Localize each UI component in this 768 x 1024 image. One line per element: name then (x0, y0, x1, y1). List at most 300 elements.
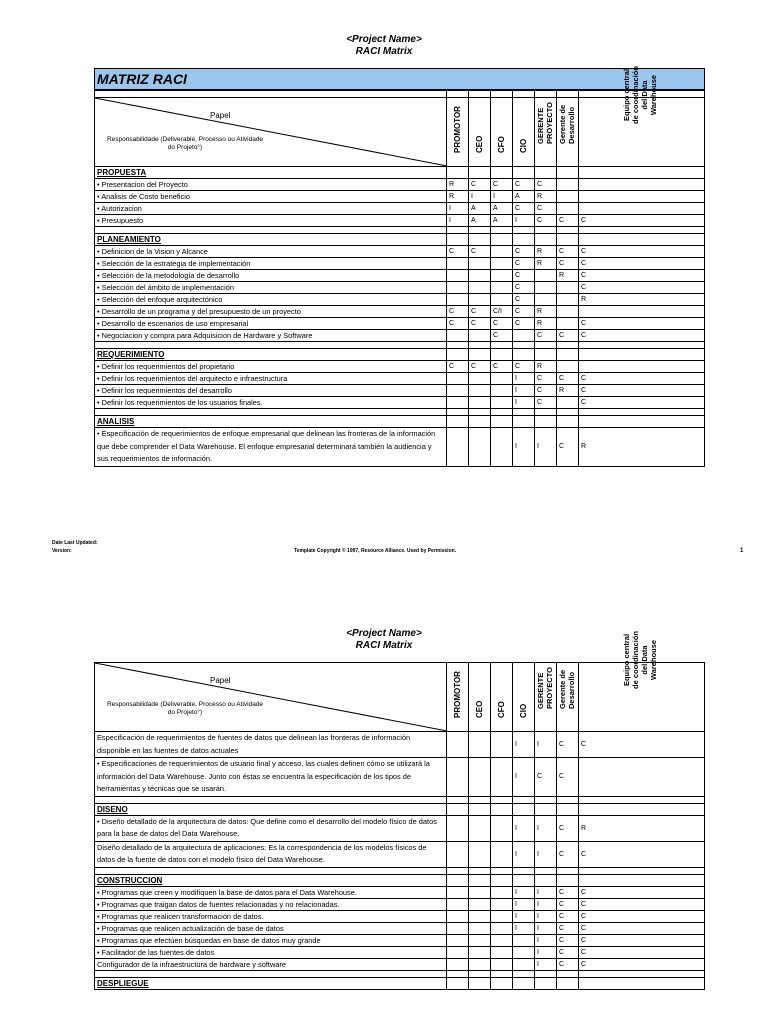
raci-value: R (579, 294, 705, 306)
blank-cell (491, 796, 513, 803)
table-row (95, 361, 705, 373)
raci-value (557, 294, 579, 306)
raci-value: R (535, 318, 557, 330)
raci-value: C (447, 306, 469, 318)
value-cell (579, 803, 705, 815)
raci-value: C (557, 732, 579, 758)
raci-value: C (579, 246, 705, 258)
blank-cell (513, 90, 535, 98)
blank-cell (535, 227, 557, 234)
table-row (95, 815, 705, 841)
raci-value (491, 732, 513, 758)
raci-table-page1 (94, 68, 705, 467)
raci-value: C (535, 758, 557, 797)
section-row (95, 349, 705, 361)
papel-label: Papel (210, 676, 231, 685)
role-header (491, 663, 513, 732)
blank-cell (469, 796, 491, 803)
project-name-page2: <Project Name> (346, 628, 422, 639)
raci-value: R (535, 361, 557, 373)
raci-value: C (491, 361, 513, 373)
raci-value: C (513, 203, 535, 215)
value-cell (469, 874, 491, 886)
raci-value (447, 946, 469, 958)
raci-value: R (535, 246, 557, 258)
role-header (513, 663, 535, 732)
value-cell (469, 167, 491, 179)
raci-value: C (535, 397, 557, 409)
version-label: Version: (52, 548, 72, 554)
raci-value: C (579, 946, 705, 958)
blank-cell (513, 796, 535, 803)
value-cell (447, 167, 469, 179)
raci-value (447, 282, 469, 294)
section-row (95, 977, 705, 989)
responsabilidade-label: Responsabilidade (Deliverable, Processo ou Atividade do Projeto°) (106, 136, 264, 151)
raci-value (557, 203, 579, 215)
raci-value (469, 258, 491, 270)
value-cell (535, 874, 557, 886)
raci-value (557, 397, 579, 409)
blank-cell (491, 867, 513, 874)
blank-cell (469, 342, 491, 349)
raci-value (579, 203, 705, 215)
raci-value: C (557, 215, 579, 227)
value-cell (557, 803, 579, 815)
raci-value: C (447, 246, 469, 258)
role-header (535, 663, 557, 732)
table-row (95, 758, 705, 797)
raci-value: I (447, 215, 469, 227)
table-row (95, 179, 705, 191)
raci-value: I (535, 841, 557, 867)
blank-cell (95, 342, 447, 349)
raci-value: R (557, 385, 579, 397)
raci-value: C (557, 898, 579, 910)
raci-value: C (557, 428, 579, 467)
blank-cell (469, 867, 491, 874)
role-label: CFO (496, 136, 506, 153)
blank-cell (491, 342, 513, 349)
date-last-updated-label: Date Last Updated: (52, 540, 98, 546)
raci-value: C (491, 179, 513, 191)
raci-value: C (557, 922, 579, 934)
blank-cell (447, 342, 469, 349)
copyright-text: Template Copyright © 1997, Resource Alliance. Used by Permission. (294, 548, 457, 554)
raci-value: A (513, 191, 535, 203)
raci-value: C (557, 758, 579, 797)
value-cell (579, 234, 705, 246)
blank-cell (557, 796, 579, 803)
raci-value: I (513, 922, 535, 934)
raci-value (447, 258, 469, 270)
raci-value (447, 815, 469, 841)
blank-cell (95, 409, 447, 416)
blank-cell (535, 867, 557, 874)
raci-value (491, 922, 513, 934)
raci-value: A (491, 215, 513, 227)
raci-value (469, 270, 491, 282)
raci-value (447, 958, 469, 970)
value-cell (579, 874, 705, 886)
raci-value: R (579, 428, 705, 467)
raci-value: C (557, 841, 579, 867)
blank-cell (491, 90, 513, 98)
responsibility-label: • Analisis de Costo beneficio (95, 191, 447, 203)
raci-value: A (469, 215, 491, 227)
value-cell (491, 234, 513, 246)
responsibility-label: • Negociacion y compra para Adquisicion de Hardware y Software (95, 330, 447, 342)
value-cell (491, 416, 513, 428)
page-subtitle-page2: RACI Matrix (355, 640, 413, 651)
raci-value: C (469, 306, 491, 318)
raci-value: R (579, 815, 705, 841)
table-row (95, 318, 705, 330)
table-row (95, 946, 705, 958)
table-row (95, 385, 705, 397)
raci-value: C (579, 841, 705, 867)
raci-value: C (447, 318, 469, 330)
table-row (95, 246, 705, 258)
blank-cell (447, 227, 469, 234)
raci-value: C/I (491, 306, 513, 318)
blank-cell (469, 409, 491, 416)
role-label: CEO (474, 135, 484, 153)
raci-value: I (491, 191, 513, 203)
value-cell (491, 977, 513, 989)
table-row (95, 841, 705, 867)
value-cell (557, 349, 579, 361)
raci-value: C (557, 934, 579, 946)
blank-cell (447, 796, 469, 803)
table-row (95, 258, 705, 270)
raci-value (447, 270, 469, 282)
raci-value (447, 922, 469, 934)
value-cell (557, 234, 579, 246)
responsibility-label: • Especificación de requerimientos de enfoque empresarial que delinean las fronteras de la información que debe comprender el Data Warehouse. El enfoque empresarial determinará también la audiencia y sus requerimientos de información. (95, 428, 447, 467)
raci-value (469, 934, 491, 946)
value-cell (491, 803, 513, 815)
raci-value (557, 282, 579, 294)
table-row (95, 428, 705, 467)
value-cell (535, 803, 557, 815)
raci-value: I (535, 886, 557, 898)
section-row (95, 803, 705, 815)
raci-value: C (557, 958, 579, 970)
value-cell (469, 349, 491, 361)
role-header (557, 98, 579, 167)
value-cell (535, 234, 557, 246)
raci-value (469, 946, 491, 958)
raci-value: C (513, 318, 535, 330)
raci-value: R (535, 306, 557, 318)
responsibility-label: • Desarrollo de escenarios de uso empresarial (95, 318, 447, 330)
raci-value: C (579, 270, 705, 282)
raci-value (491, 385, 513, 397)
value-cell (491, 349, 513, 361)
raci-value: I (513, 215, 535, 227)
table-row (95, 294, 705, 306)
value-cell (557, 977, 579, 989)
blank-cell (557, 342, 579, 349)
raci-value (579, 191, 705, 203)
raci-value (557, 179, 579, 191)
value-cell (535, 167, 557, 179)
role-label: Equipo central de coordinación del Data Warehouse (621, 631, 658, 689)
papel-label: Papel (210, 111, 231, 120)
value-cell (513, 416, 535, 428)
raci-value (513, 946, 535, 958)
page-subtitle: RACI Matrix (355, 46, 413, 57)
role-label: Gerente de Desarrollo (557, 669, 576, 709)
raci-value: C (579, 330, 705, 342)
value-cell (491, 874, 513, 886)
responsibility-label: Especificación de requerimientos de fuentes de datos que delinean las fronteras de información disponible en las fuentes de datos actuales (95, 732, 447, 758)
blank-cell (535, 409, 557, 416)
raci-value: C (579, 385, 705, 397)
raci-value: R (447, 179, 469, 191)
raci-value (447, 910, 469, 922)
section-row (95, 167, 705, 179)
value-cell (447, 803, 469, 815)
role-label: Gerente de Desarrollo (557, 104, 576, 144)
blank-cell (513, 867, 535, 874)
value-cell (513, 803, 535, 815)
raci-value (491, 758, 513, 797)
raci-value (579, 758, 705, 797)
blank-cell (535, 796, 557, 803)
raci-value (557, 361, 579, 373)
blank-cell (447, 90, 469, 98)
raci-value: C (557, 258, 579, 270)
responsibility-label: • Definir los requerimientos del desarrollo (95, 385, 447, 397)
responsibility-label: Configurador de la infraestructura de hardware y software (95, 958, 447, 970)
blank-cell (491, 970, 513, 977)
blank-cell (491, 409, 513, 416)
raci-value: I (513, 815, 535, 841)
raci-value: I (513, 732, 535, 758)
raci-value: C (513, 179, 535, 191)
value-cell (579, 977, 705, 989)
section-heading: ANALISIS (95, 416, 447, 428)
value-cell (557, 874, 579, 886)
value-cell (535, 349, 557, 361)
raci-value: I (535, 898, 557, 910)
raci-value: C (579, 958, 705, 970)
raci-value: R (557, 270, 579, 282)
role-header (513, 98, 535, 167)
raci-value: C (535, 215, 557, 227)
value-cell (447, 349, 469, 361)
responsibility-label: • Programas que traigan datos de fuentes relacionadas y no relacionadas. (95, 898, 447, 910)
raci-value: C (557, 886, 579, 898)
raci-value: I (513, 428, 535, 467)
raci-value: C (557, 330, 579, 342)
raci-value (491, 841, 513, 867)
value-cell (491, 167, 513, 179)
value-cell (579, 416, 705, 428)
raci-value: C (579, 886, 705, 898)
blank-cell (557, 409, 579, 416)
raci-value (491, 898, 513, 910)
blank-cell (469, 227, 491, 234)
blank-cell (557, 970, 579, 977)
raci-value: C (579, 732, 705, 758)
section-heading: CONSTRUCCION (95, 874, 447, 886)
header-diagonal-cell (95, 663, 447, 732)
raci-value (447, 898, 469, 910)
role-label: CIO (518, 703, 528, 718)
raci-value: I (447, 203, 469, 215)
blank-cell (535, 970, 557, 977)
raci-value (491, 815, 513, 841)
section-heading: REQUERIMIENTO (95, 349, 447, 361)
responsibility-label: • Programas que realicen actualización de base de datos (95, 922, 447, 934)
raci-value (469, 922, 491, 934)
blank-cell (447, 867, 469, 874)
role-header (579, 631, 705, 732)
raci-value (447, 732, 469, 758)
raci-value (469, 758, 491, 797)
raci-value: I (513, 385, 535, 397)
responsibility-label: • Programas que realicen transformación de datos. (95, 910, 447, 922)
table-row (95, 191, 705, 203)
raci-value: A (491, 203, 513, 215)
responsibility-label: • Facilitador de las fuentes de datos (95, 946, 447, 958)
responsibility-label: • Diseño detallado de la arquitectura de datos: Que define como el desarrollo del modelo físico de datos para la base de datos del Data Warehouse. (95, 815, 447, 841)
raci-value: C (557, 910, 579, 922)
responsibility-label: • Selección de la metodología de desarrollo (95, 270, 447, 282)
raci-value: C (535, 179, 557, 191)
raci-value (557, 318, 579, 330)
raci-value: C (535, 330, 557, 342)
role-label: GERENTE PROYECTO (535, 102, 554, 144)
raci-value (447, 428, 469, 467)
table-row (95, 958, 705, 970)
raci-value: C (513, 246, 535, 258)
raci-value: R (447, 191, 469, 203)
raci-value (447, 841, 469, 867)
raci-value: C (535, 203, 557, 215)
role-label: GERENTE PROYECTO (535, 667, 554, 709)
raci-value: C (513, 270, 535, 282)
raci-value: C (513, 306, 535, 318)
raci-value (491, 886, 513, 898)
responsibility-label: Diseño detallado de la arquitectura de aplicaciones: Es la correspondencia de los modelos físicos de datos de la fuente de datos con el modelo físico del Data Warehouse. (95, 841, 447, 867)
raci-value: I (535, 946, 557, 958)
section-row (95, 234, 705, 246)
blank-cell (447, 970, 469, 977)
raci-value: C (579, 397, 705, 409)
role-header (535, 98, 557, 167)
header-row (95, 663, 705, 732)
blank-cell (95, 796, 447, 803)
raci-value: I (535, 922, 557, 934)
raci-value (535, 294, 557, 306)
raci-value (491, 282, 513, 294)
raci-value: I (513, 397, 535, 409)
raci-value: C (557, 246, 579, 258)
raci-value (469, 815, 491, 841)
value-cell (447, 234, 469, 246)
role-header (469, 663, 491, 732)
blank-cell (469, 970, 491, 977)
value-cell (579, 349, 705, 361)
blank-cell (579, 867, 705, 874)
raci-value (447, 373, 469, 385)
table-row (95, 934, 705, 946)
blank-cell (513, 227, 535, 234)
raci-value: C (491, 318, 513, 330)
raci-value (513, 934, 535, 946)
blank-cell (579, 342, 705, 349)
responsibility-label: • Programas que efectúen búsquedas en base de datos muy grande (95, 934, 447, 946)
raci-value: I (535, 910, 557, 922)
value-cell (557, 167, 579, 179)
raci-value: C (557, 373, 579, 385)
value-cell (447, 977, 469, 989)
responsibility-label: • Selección del enfoque arquitectónico (95, 294, 447, 306)
role-label: Equipo central de coordinación del Data Warehouse (621, 66, 658, 124)
responsibility-label: • Definir los requerimientos del arquitecto e infraestructura (95, 373, 447, 385)
raci-value: C (491, 330, 513, 342)
raci-value: A (469, 203, 491, 215)
table-row (95, 215, 705, 227)
raci-value: I (513, 841, 535, 867)
raci-value (469, 841, 491, 867)
raci-value: C (513, 361, 535, 373)
raci-value: C (579, 318, 705, 330)
raci-value: I (535, 934, 557, 946)
raci-value: I (513, 758, 535, 797)
value-cell (469, 977, 491, 989)
raci-value (447, 934, 469, 946)
raci-value: C (535, 385, 557, 397)
raci-value (469, 428, 491, 467)
role-header (557, 663, 579, 732)
raci-value (491, 373, 513, 385)
raci-value (469, 385, 491, 397)
raci-value (491, 397, 513, 409)
responsibility-label: • Definir los requerimientos de los usuarios finales. (95, 397, 447, 409)
value-cell (469, 803, 491, 815)
table-row (95, 373, 705, 385)
role-header (447, 663, 469, 732)
raci-value (579, 306, 705, 318)
value-cell (469, 416, 491, 428)
raci-value (469, 910, 491, 922)
raci-value: C (579, 215, 705, 227)
raci-value: C (535, 373, 557, 385)
blank-cell (95, 970, 447, 977)
blank-cell (95, 90, 447, 98)
header-diagonal-cell (95, 98, 447, 167)
role-label: CIO (518, 138, 528, 153)
raci-value: C (579, 922, 705, 934)
blank-cell (491, 227, 513, 234)
responsibility-label: • Especificaciones de requerimientos de usuario final y acceso, las cuales definen cómo se utilizará la información del Data Warehouse. Junto con éstas se encuentra la especificación de los tipos de herramientas y técnicas que se usarán. (95, 758, 447, 797)
responsibility-label: • Programas que creen y modifiquen la base de datos para el Data Warehouse. (95, 886, 447, 898)
page-number: 1 (740, 548, 744, 554)
raci-value (447, 330, 469, 342)
responsibility-label: • Presupuesto (95, 215, 447, 227)
table-row (95, 732, 705, 758)
blank-cell (447, 409, 469, 416)
responsibility-label: • Definicion de la Vision y Alcance (95, 246, 447, 258)
blank-cell (535, 342, 557, 349)
blank-cell (513, 342, 535, 349)
responsibility-label: • Autorizacion (95, 203, 447, 215)
